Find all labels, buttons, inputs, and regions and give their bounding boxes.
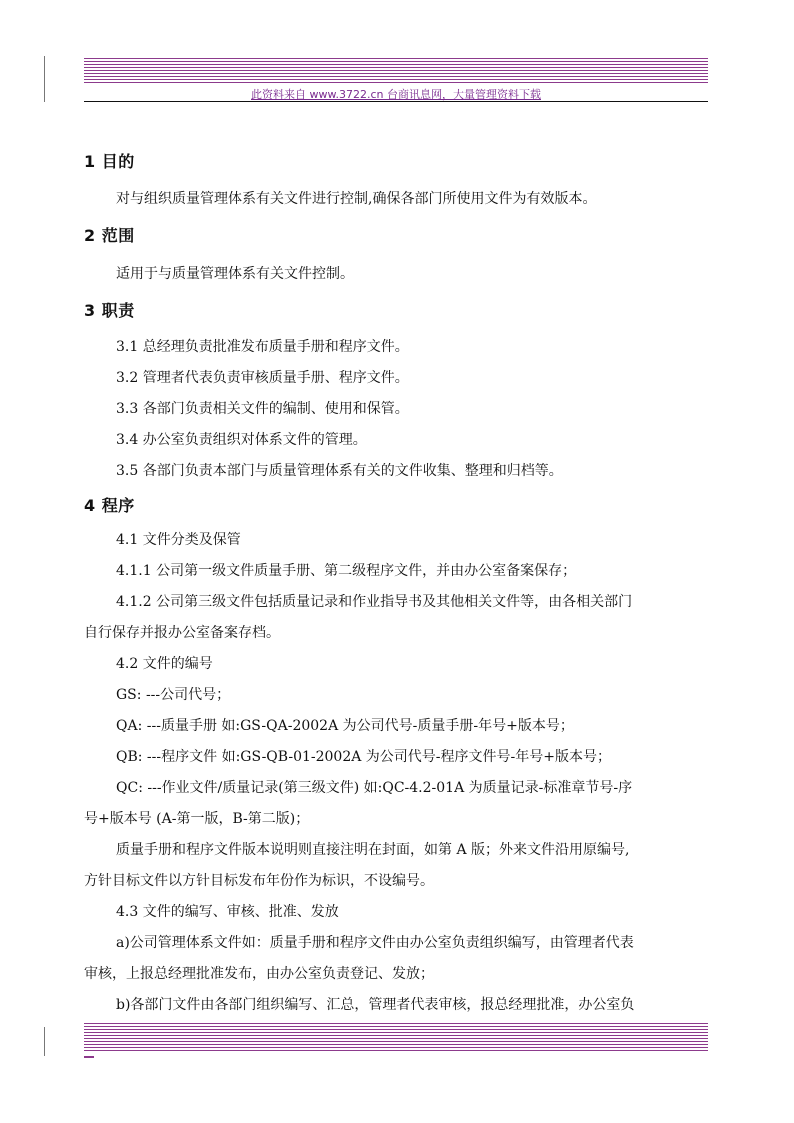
header-stripe-band bbox=[84, 58, 708, 84]
crop-mark-top-left bbox=[44, 56, 45, 102]
section-4-line-4: 自行保存并报办公室备案存档。 bbox=[84, 625, 280, 641]
crop-mark-bottom-left bbox=[44, 1027, 45, 1056]
section-4-line-13: 4.3 文件的编写、审核、批准、发放 bbox=[116, 904, 339, 920]
section-4-line-7: QA: ---质量手册 如:GS-QA-2002A 为公司代号-质量手册-年号+版本号； bbox=[116, 718, 574, 734]
section-4-line-12: 方针目标文件以方针目标发布年份作为标识，不设编号。 bbox=[84, 873, 434, 889]
section-4-line-16: b)各部门文件由各部门组织编写、汇总，管理者代表审核，报总经理批准，办公室负 bbox=[116, 997, 635, 1013]
section-4-line-5: 4.2 文件的编号 bbox=[116, 656, 213, 672]
section-4-line-14: a)公司管理体系文件如：质量手册和程序文件由办公室负责组织编写，由管理者代表 bbox=[116, 935, 634, 951]
section-4-line-3: 4.1.2 公司第三级文件包括质量记录和作业指导书及其他相关文件等，由各相关部门 bbox=[116, 594, 633, 610]
section-heading-1: 1 目的 bbox=[84, 152, 135, 171]
section-4-line-8: QB: ---程序文件 如:GS-QB-01-2002A 为公司代号-程序文件号-年号+版本号； bbox=[116, 749, 611, 765]
section-heading-4: 4 程序 bbox=[84, 496, 135, 515]
section-4-line-15: 审核，上报总经理批准发布，由办公室负责登记、发放； bbox=[84, 966, 434, 982]
section-heading-2: 2 范围 bbox=[84, 226, 135, 245]
section-4-line-10: 号+版本号 (A-第一版，B-第二版)； bbox=[84, 811, 310, 827]
section-4-line-2: 4.1.1 公司第一级文件质量手册、第二级程序文件，并由办公室备案保存； bbox=[116, 563, 577, 579]
section-4-line-1: 4.1 文件分类及保管 bbox=[116, 532, 241, 548]
section-heading-3: 3 职责 bbox=[84, 301, 135, 320]
section-4-line-9: QC: ---作业文件/质量记录(第三级文件) 如:QC-4.2-01A 为质量记录-标准章节号-序 bbox=[116, 780, 633, 796]
section-3-item-3: 3.3 各部门负责相关文件的编制、使用和保管。 bbox=[116, 401, 409, 417]
section-3-item-2: 3.2 管理者代表负责审核质量手册、程序文件。 bbox=[116, 370, 409, 386]
section-1-text: 对与组织质量管理体系有关文件进行控制,确保各部门所使用文件为有效版本。 bbox=[116, 191, 597, 207]
header-source-note: 此资料来自 www.3722.cn 台商讯息网，大量管理资料下载 bbox=[251, 88, 541, 101]
footer-tab-mark bbox=[84, 1056, 94, 1058]
section-3-item-1: 3.1 总经理负责批准发布质量手册和程序文件。 bbox=[116, 339, 409, 355]
section-4-line-6: GS: ---公司代号； bbox=[116, 687, 231, 703]
section-3-item-5: 3.5 各部门负责本部门与质量管理体系有关的文件收集、整理和归档等。 bbox=[116, 463, 563, 479]
document-body bbox=[84, 152, 708, 1015]
section-2-text: 适用于与质量管理体系有关文件控制。 bbox=[116, 266, 354, 282]
section-4-line-11: 质量手册和程序文件版本说明则直接注明在封面，如第 A 版；外来文件沿用原编号, bbox=[116, 842, 630, 858]
section-3-item-4: 3.4 办公室负责组织对体系文件的管理。 bbox=[116, 432, 367, 448]
footer-stripe-band bbox=[84, 1023, 708, 1053]
header-rule bbox=[84, 101, 708, 102]
